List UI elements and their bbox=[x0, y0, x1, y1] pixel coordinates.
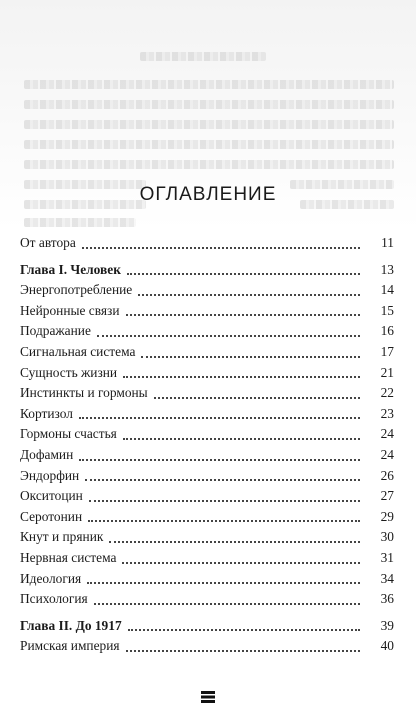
toc-entry-page: 29 bbox=[380, 508, 394, 524]
toc-entry-page: 24 bbox=[380, 446, 394, 462]
toc-entry-label: Нейронные связи bbox=[20, 302, 120, 318]
dot-leader bbox=[141, 355, 360, 358]
toc-entry[interactable] bbox=[20, 404, 394, 425]
toc-entry-page: 14 bbox=[380, 282, 394, 298]
toc-entry[interactable] bbox=[20, 424, 394, 445]
dot-leader bbox=[89, 499, 360, 502]
toc-entry-label: Глава II. До 1917 bbox=[20, 617, 122, 633]
toc-chapter-entry[interactable] bbox=[20, 616, 394, 637]
dot-leader bbox=[127, 272, 360, 275]
toc-entry-label: Кортизол bbox=[20, 405, 73, 421]
toc-entry-page: 26 bbox=[380, 467, 394, 483]
dot-leader bbox=[79, 416, 360, 419]
toc-entry-label: Сущность жизни bbox=[20, 364, 118, 380]
toc-entry[interactable] bbox=[20, 445, 394, 466]
dot-leader bbox=[123, 375, 360, 378]
table-of-contents bbox=[20, 233, 394, 657]
toc-entry-page: 16 bbox=[380, 323, 394, 339]
bleed-line bbox=[140, 52, 266, 61]
toc-entry-page: 11 bbox=[381, 235, 394, 250]
toc-entry[interactable] bbox=[20, 466, 394, 487]
toc-entry[interactable] bbox=[20, 363, 394, 384]
toc-entry-page: 34 bbox=[380, 570, 394, 586]
toc-entry[interactable] bbox=[20, 636, 394, 657]
toc-entry-label: От автора bbox=[20, 235, 76, 250]
bleed-line bbox=[24, 140, 394, 149]
toc-entry[interactable] bbox=[20, 548, 394, 569]
toc-entry-page: 21 bbox=[380, 364, 394, 380]
dot-leader bbox=[85, 478, 360, 481]
toc-entry-page: 22 bbox=[380, 385, 394, 401]
dot-leader bbox=[79, 458, 360, 461]
toc-entry-page: 36 bbox=[380, 591, 394, 607]
bleed-line bbox=[24, 218, 136, 227]
toc-entry-page: 31 bbox=[380, 549, 394, 565]
toc-entry[interactable] bbox=[20, 301, 394, 322]
dot-leader bbox=[122, 561, 360, 564]
toc-entry-label: Подражание bbox=[20, 323, 91, 339]
dot-leader bbox=[123, 437, 360, 440]
toc-entry-label: Окситоцин bbox=[20, 488, 83, 504]
bleed-line bbox=[24, 160, 394, 169]
toc-title: ОГЛАВЛЕНИЕ bbox=[139, 184, 277, 205]
toc-entry-page: 17 bbox=[380, 343, 394, 359]
bleed-line bbox=[24, 100, 394, 109]
toc-entry-label: Идеология bbox=[20, 570, 82, 586]
toc-entry[interactable] bbox=[20, 280, 394, 301]
dot-leader bbox=[126, 649, 360, 652]
bleed-line bbox=[24, 80, 394, 89]
publisher-logo-icon bbox=[201, 691, 215, 703]
toc-entry[interactable] bbox=[20, 527, 394, 548]
toc-entry-page: 23 bbox=[380, 405, 394, 421]
toc-entry-label: Дофамин bbox=[20, 446, 74, 462]
toc-entry-page: 39 bbox=[380, 617, 394, 633]
toc-entry[interactable] bbox=[20, 589, 394, 610]
toc-entry-page: 15 bbox=[380, 302, 394, 318]
toc-entry-label: Энергопотребление bbox=[20, 282, 133, 298]
toc-entry-page: 27 bbox=[380, 488, 394, 504]
toc-entry-page: 24 bbox=[380, 426, 394, 442]
toc-entry-page: 40 bbox=[380, 638, 394, 654]
toc-entry-label: Серотонин bbox=[20, 508, 83, 524]
toc-chapter-entry[interactable] bbox=[20, 260, 394, 281]
toc-entry-label: Инстинкты и гормоны bbox=[20, 385, 148, 401]
dot-leader bbox=[88, 519, 360, 522]
dot-leader bbox=[126, 313, 361, 316]
bleed-line bbox=[24, 120, 394, 129]
toc-entry-page: 13 bbox=[380, 261, 394, 277]
dot-leader bbox=[87, 581, 360, 584]
dot-leader bbox=[138, 293, 360, 296]
dot-leader bbox=[154, 396, 360, 399]
toc-entry-label: Кнут и пряник bbox=[20, 529, 104, 545]
toc-entry-page: 30 bbox=[380, 529, 394, 545]
toc-entry[interactable] bbox=[20, 321, 394, 342]
dot-leader bbox=[94, 602, 360, 605]
toc-entry[interactable] bbox=[20, 569, 394, 590]
dot-leader bbox=[97, 334, 360, 337]
dot-leader bbox=[128, 628, 360, 631]
toc-entry-label: Гормоны счастья bbox=[20, 426, 117, 442]
toc-entry[interactable] bbox=[20, 383, 394, 404]
toc-entry-label: Эндорфин bbox=[20, 467, 80, 483]
toc-entry[interactable] bbox=[20, 507, 394, 528]
dot-leader bbox=[109, 540, 360, 543]
toc-entry[interactable] bbox=[20, 486, 394, 507]
toc-entry-label: Сигнальная система bbox=[20, 343, 136, 359]
toc-entry-label: Глава I. Человек bbox=[20, 261, 121, 277]
dot-leader bbox=[82, 246, 360, 249]
toc-entry-label: Римская империя bbox=[20, 638, 120, 654]
toc-entry[interactable] bbox=[20, 342, 394, 363]
toc-entry-label: Нервная система bbox=[20, 549, 117, 565]
toc-entry-label: Психология bbox=[20, 591, 88, 607]
toc-entry[interactable] bbox=[20, 233, 394, 254]
